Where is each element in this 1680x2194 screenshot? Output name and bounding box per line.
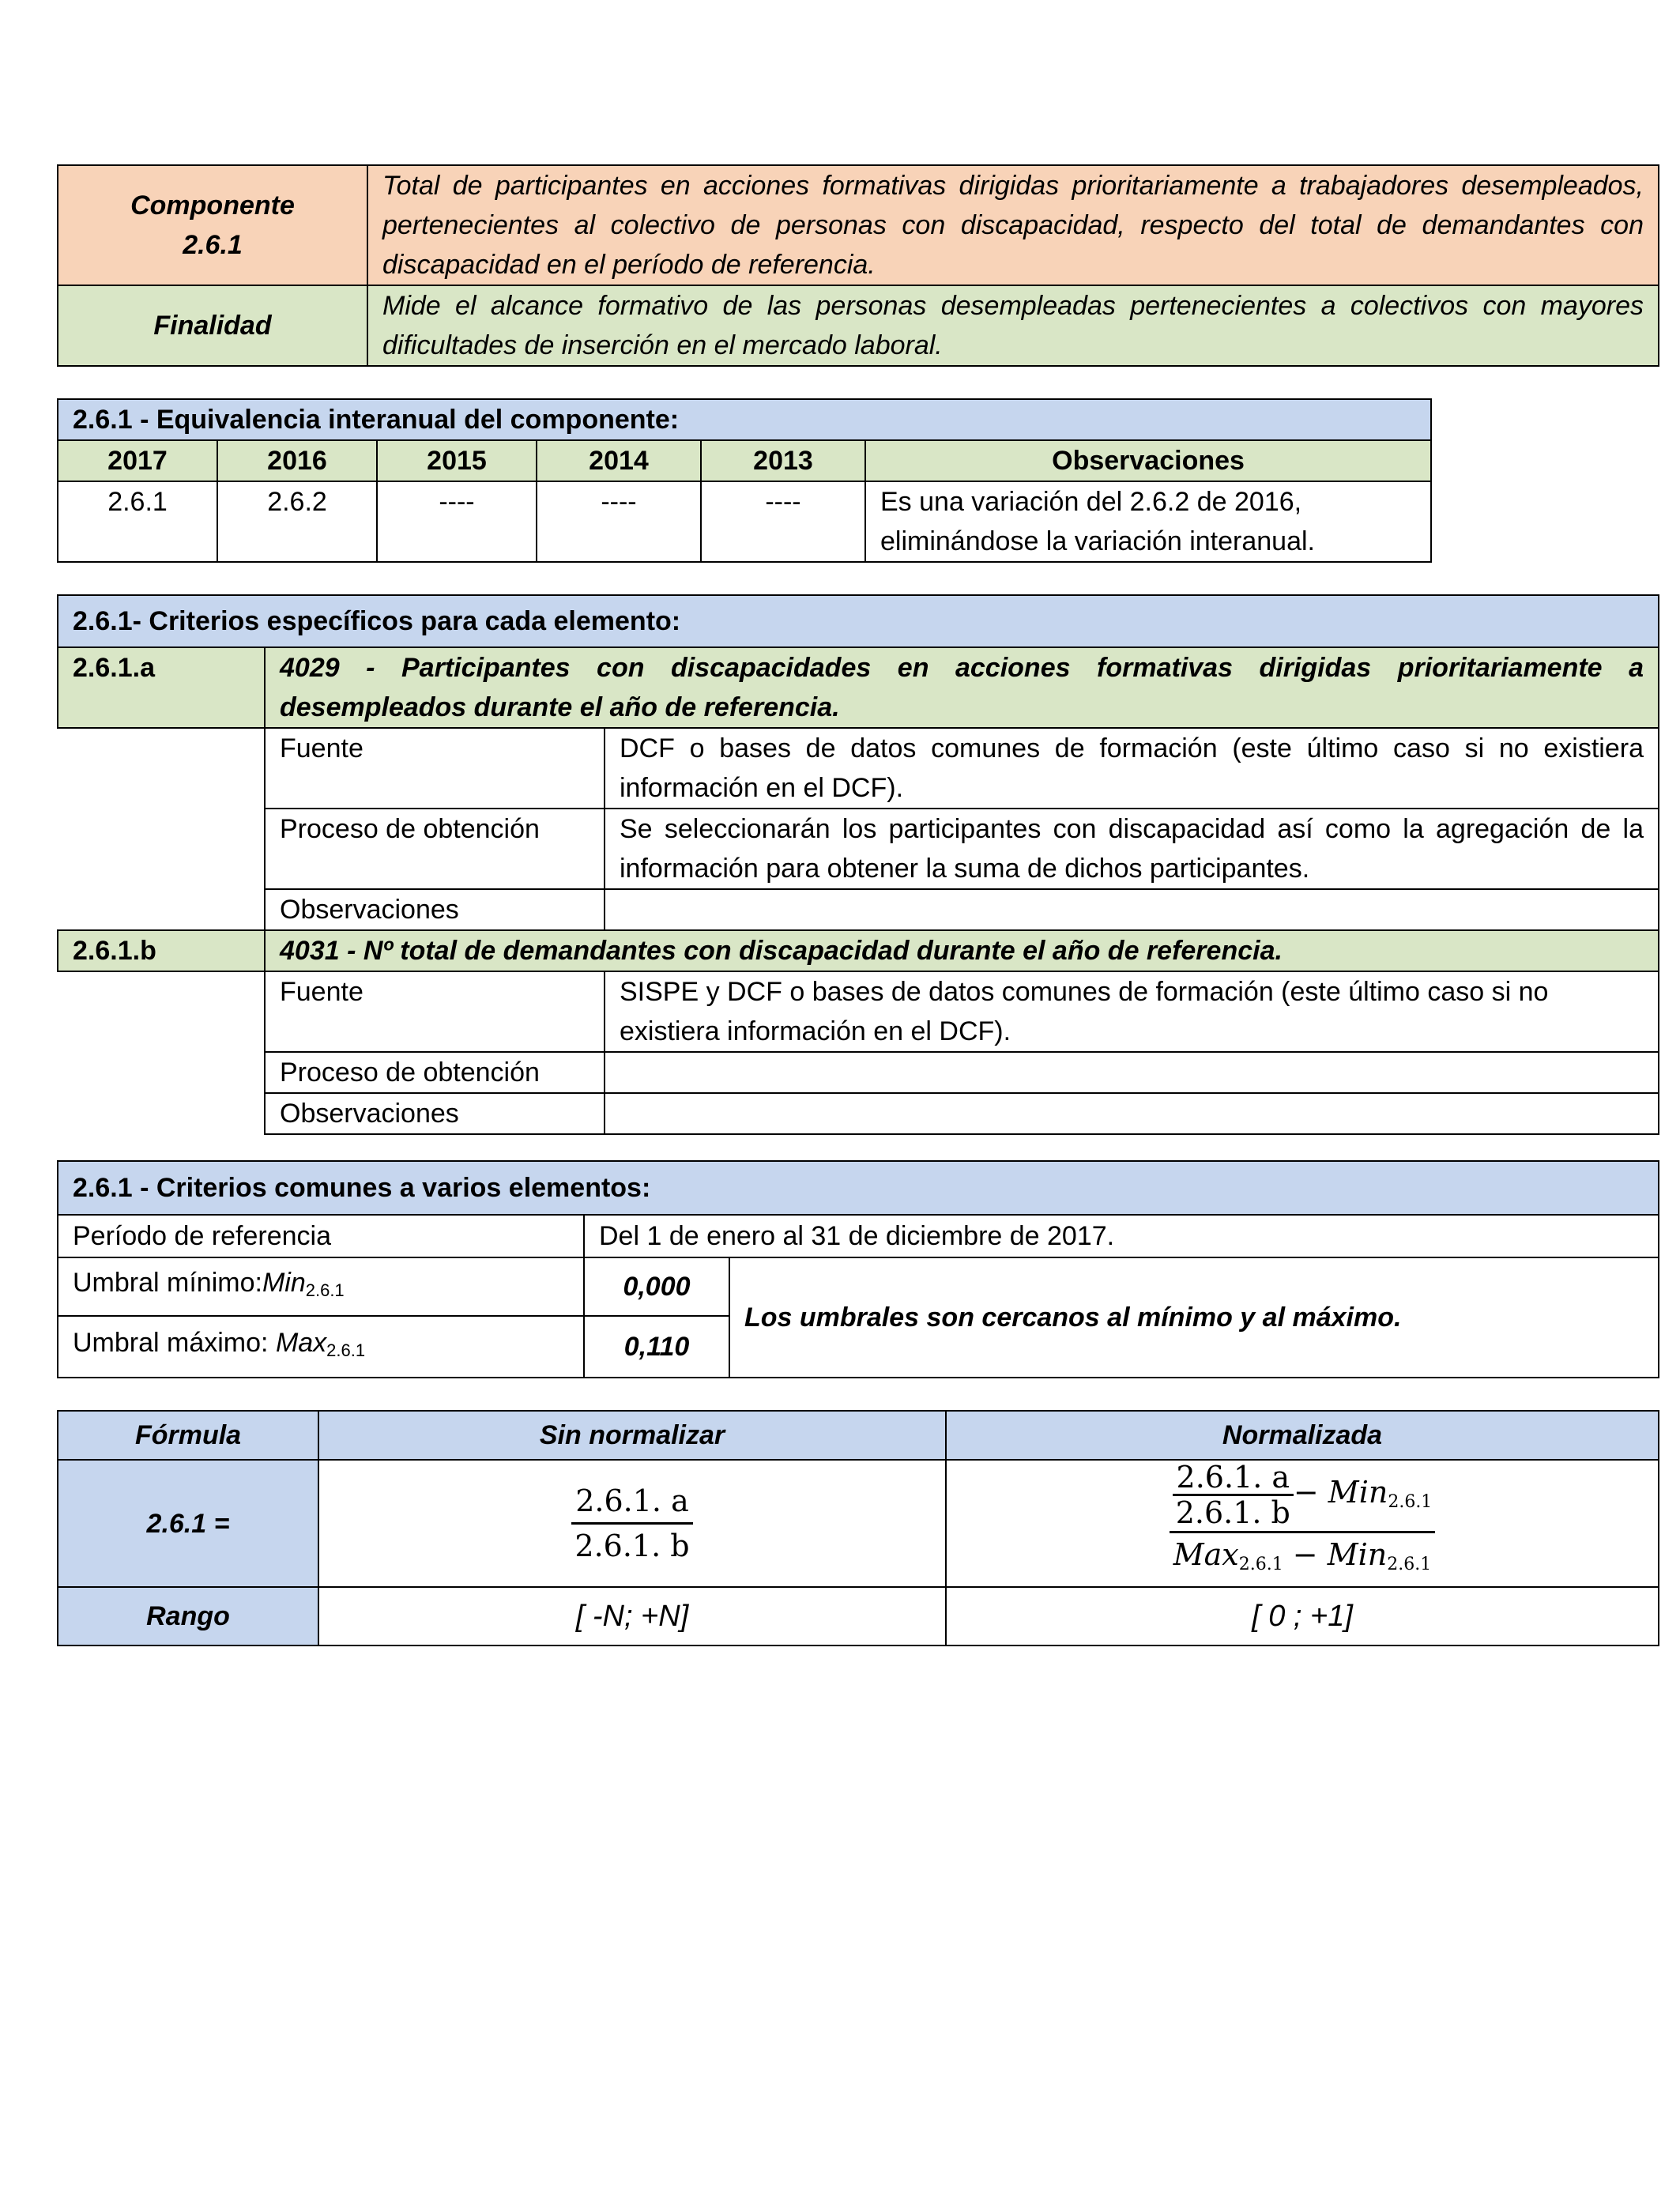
element-b-spacer bbox=[58, 1093, 265, 1134]
formula-norm-minus-min: − Min bbox=[1293, 1475, 1388, 1510]
formula-norm-cell bbox=[946, 1460, 1659, 1587]
formula-sin-denominator: 2.6.1. b bbox=[574, 1529, 690, 1563]
equivalencia-cell-2015: ---- bbox=[377, 481, 537, 562]
formula-norm-inner-numerator: 2.6.1. a bbox=[1173, 1461, 1294, 1496]
formula-sin-numerator: 2.6.1. a bbox=[571, 1480, 692, 1525]
element-b-title: 4031 - Nº total de demandantes con discapacidad durante el año de referencia. bbox=[265, 930, 1659, 971]
formula-sin-fraction bbox=[571, 1480, 692, 1567]
equivalencia-cell-2013: ---- bbox=[701, 481, 865, 562]
formula-norm-inner-denominator: 2.6.1. b bbox=[1175, 1495, 1290, 1530]
umbral-max-label: Umbral máximo: bbox=[73, 1328, 276, 1358]
formula-norm-numerator bbox=[1170, 1461, 1436, 1533]
formula-col-formula: Fórmula bbox=[58, 1411, 318, 1460]
element-b-observaciones bbox=[605, 1093, 1659, 1134]
rango-sin: [ -N; +N] bbox=[318, 1587, 946, 1646]
finalidad-text: Mide el alcance formativo de las personas desempleadas pertenecientes a colectivos con mayores dificultades de inserción en el mercado laboral. bbox=[367, 285, 1659, 366]
element-a-fuente: DCF o bases de datos comunes de formación (este último caso si no existiera información en el DCF). bbox=[605, 728, 1659, 809]
umbral-max-symbol: Max bbox=[275, 1328, 327, 1358]
umbral-min-sub: 2.6.1 bbox=[305, 1280, 345, 1300]
element-b-code: 2.6.1.b bbox=[58, 930, 265, 971]
element-a-observaciones bbox=[605, 889, 1659, 930]
componente-label: Componente bbox=[130, 190, 295, 221]
umbral-min-label: Umbral mínimo: bbox=[73, 1268, 262, 1298]
componente-text: Total de participantes en acciones formativas dirigidas prioritariamente a trabajadores desempleados, pertenecientes al colectivo de personas con discapacidad, respecto del total de demandantes con discapacidad en el período de referencia. bbox=[367, 165, 1659, 285]
element-a-proceso: Se seleccionarán los participantes con discapacidad así como la agregación de la información para obtener la suma de dichos participantes. bbox=[605, 809, 1659, 889]
formula-norm-sub-3: 2.6.1 bbox=[1387, 1555, 1432, 1574]
equivalencia-col-2014: 2014 bbox=[537, 440, 701, 481]
formula-sin-cell bbox=[318, 1460, 946, 1587]
periodo-label: Período de referencia bbox=[58, 1215, 584, 1257]
element-b-fuente-label: Fuente bbox=[265, 971, 605, 1052]
element-a-observaciones-label: Observaciones bbox=[265, 889, 605, 930]
equivalencia-title: 2.6.1 - Equivalencia interanual del componente: bbox=[58, 399, 1431, 440]
umbral-max-label-cell bbox=[58, 1316, 584, 1378]
formula-col-norm: Normalizada bbox=[946, 1411, 1659, 1460]
formula-norm-sub-1: 2.6.1 bbox=[1388, 1492, 1433, 1512]
equivalencia-table bbox=[57, 398, 1432, 563]
element-a-spacer bbox=[58, 809, 265, 889]
equivalencia-cell-observaciones: Es una variación del 2.6.2 de 2016, eliminándose la variación interanual. bbox=[865, 481, 1431, 562]
formula-row-label: 2.6.1 = bbox=[58, 1460, 318, 1587]
formula-norm-sub-2: 2.6.1 bbox=[1238, 1555, 1283, 1574]
equivalencia-col-2016: 2016 bbox=[217, 440, 377, 481]
element-a-spacer bbox=[58, 728, 265, 809]
element-a-proceso-label: Proceso de obtención bbox=[265, 809, 605, 889]
element-b-proceso bbox=[605, 1052, 1659, 1093]
criterios-table bbox=[57, 594, 1659, 1135]
equivalencia-col-2015: 2015 bbox=[377, 440, 537, 481]
rango-label: Rango bbox=[58, 1587, 318, 1646]
umbral-note: Los umbrales son cercanos al mínimo y al máximo. bbox=[729, 1257, 1659, 1378]
element-a-title: 4029 - Participantes con discapacidades en acciones formativas dirigidas prioritariamente a desempleados durante el año de referencia. bbox=[265, 647, 1659, 728]
formula-norm-fraction bbox=[1170, 1461, 1436, 1586]
criterios-title: 2.6.1- Criterios específicos para cada elemento: bbox=[58, 595, 1659, 647]
component-table bbox=[57, 164, 1659, 367]
formula-norm-den-minus-min: − Min bbox=[1283, 1537, 1388, 1572]
componente-code: 2.6.1 bbox=[183, 230, 243, 260]
equivalencia-cell-2016: 2.6.2 bbox=[217, 481, 377, 562]
element-a-code: 2.6.1.a bbox=[58, 647, 265, 728]
umbral-min-value: 0,000 bbox=[584, 1257, 729, 1316]
periodo-value: Del 1 de enero al 31 de diciembre de 2017. bbox=[584, 1215, 1659, 1257]
umbral-max-sub: 2.6.1 bbox=[326, 1340, 366, 1360]
umbral-min-symbol: Min bbox=[262, 1268, 306, 1298]
formula-table bbox=[57, 1410, 1659, 1646]
element-a-spacer bbox=[58, 889, 265, 930]
element-b-spacer bbox=[58, 1052, 265, 1093]
equivalencia-col-2013: 2013 bbox=[701, 440, 865, 481]
element-b-observaciones-label: Observaciones bbox=[265, 1093, 605, 1134]
equivalencia-cell-2014: ---- bbox=[537, 481, 701, 562]
element-b-fuente: SISPE y DCF o bases de datos comunes de formación (este último caso si no existiera información en el DCF). bbox=[605, 971, 1659, 1052]
element-b-spacer bbox=[58, 971, 265, 1052]
formula-col-sin: Sin normalizar bbox=[318, 1411, 946, 1460]
formula-norm-denominator bbox=[1170, 1533, 1436, 1586]
comunes-table bbox=[57, 1160, 1659, 1378]
formula-norm-den-max: Max bbox=[1173, 1537, 1239, 1572]
equivalencia-col-2017: 2017 bbox=[58, 440, 217, 481]
equivalencia-col-observaciones: Observaciones bbox=[865, 440, 1431, 481]
componente-label-cell bbox=[58, 165, 367, 285]
finalidad-label: Finalidad bbox=[58, 285, 367, 366]
umbral-max-value: 0,110 bbox=[584, 1316, 729, 1378]
element-a-fuente-label: Fuente bbox=[265, 728, 605, 809]
equivalencia-cell-2017: 2.6.1 bbox=[58, 481, 217, 562]
formula-norm-inner-fraction bbox=[1173, 1461, 1294, 1529]
comunes-title: 2.6.1 - Criterios comunes a varios elementos: bbox=[58, 1161, 1659, 1215]
rango-norm: [ 0 ; +1] bbox=[946, 1587, 1659, 1646]
umbral-min-label-cell bbox=[58, 1257, 584, 1316]
element-b-proceso-label: Proceso de obtención bbox=[265, 1052, 605, 1093]
